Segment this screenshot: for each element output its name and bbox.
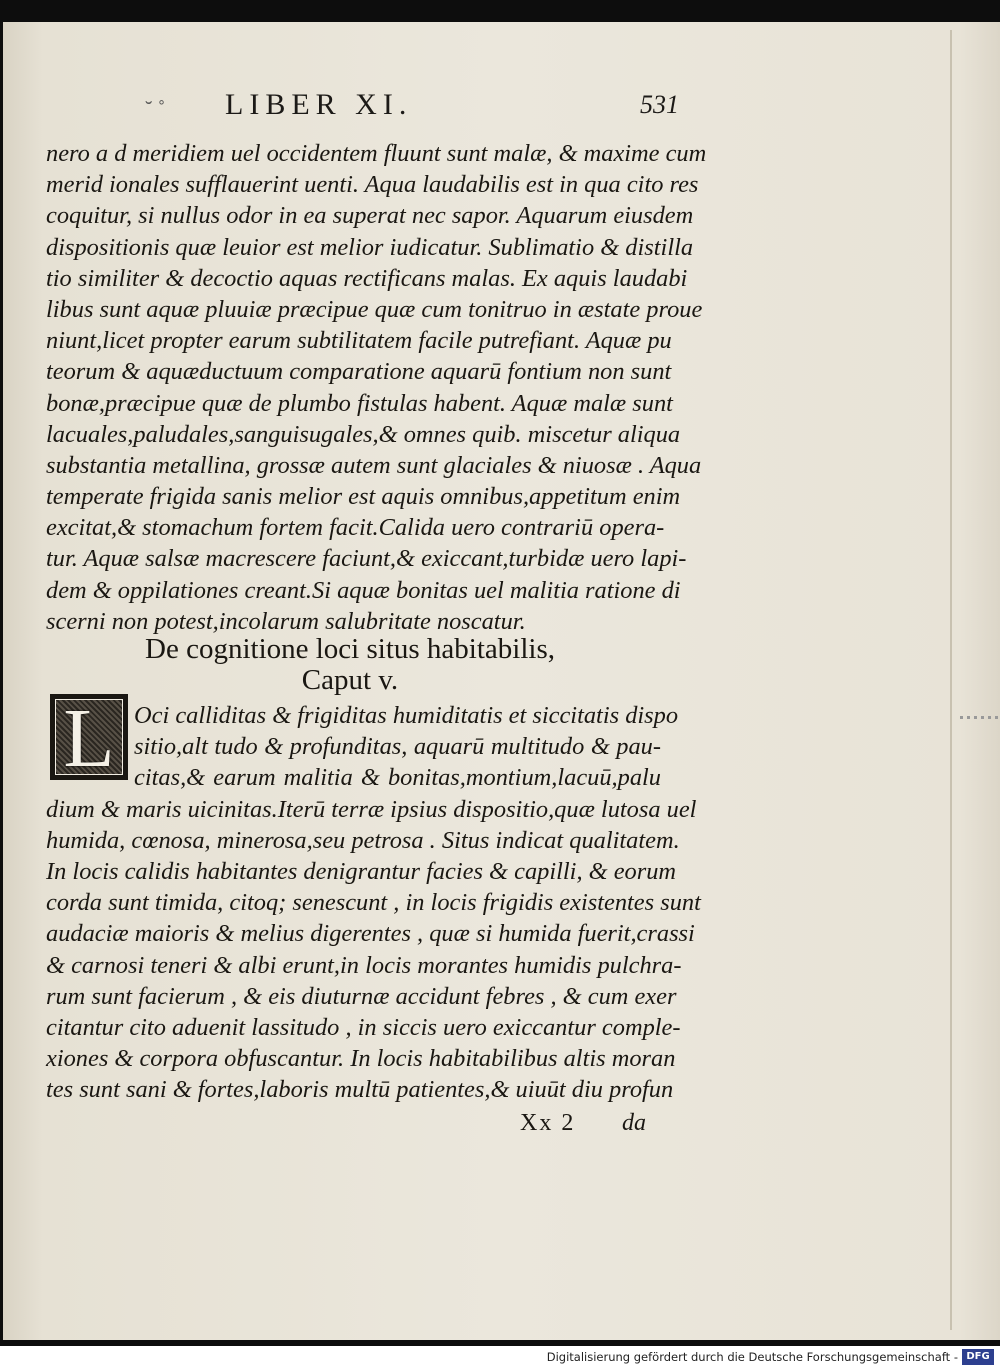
dfg-logo[interactable]: DFG [962,1349,994,1365]
crop-marker [960,716,1000,719]
text-line: xiones & corpora obfuscantur. In locis habitabilibus altis moran [46,1045,676,1073]
text-line: Oci calliditas & frigiditas humiditatis et siccitatis dispo [134,702,679,729]
text-line: bonæ,præcipue quæ de plumbo fistulas habent. Aquæ malæ sunt [46,389,673,417]
book-title: LIBER XI. [225,88,413,121]
page-edge [950,30,952,1330]
text-line: & carnosi teneri & albi erunt,in locis morantes humidis pulchra- [46,951,682,979]
text-line: humida, cœnosa, minerosa,seu petrosa . Situs indicat qualitatem. [46,826,680,854]
text-line: tes sunt sani & fortes,laboris multū patientes,& uiuūt diu profun [46,1076,674,1104]
chapter-text [46,700,701,1105]
initial-letter: L [63,692,115,785]
text-line: dem & oppilationes creant.Si aquæ bonitas uel malitia ratione di [46,576,681,604]
text-line-last: scerni non potest,incolarum salubritate noscatur. [46,607,526,635]
text-line: corda sunt timida, citoq; senescunt , in locis frigidis existentes sunt [46,889,701,917]
text-line: niunt,licet propter earum subtilitatem facile putrefiant. Aquæ pu [46,327,672,355]
text-line: rum sunt facierum , & eis diuturnæ accidunt febres , & cum exer [46,982,677,1010]
text-line: teorum & aquæductuum comparatione aquarū fontium non sunt [46,358,672,386]
text-line: lacuales,paludales,sanguisugales,& omnes quib. miscetur aliqua [46,420,681,448]
text-line: libus sunt aquæ pluuiæ præcipue quæ cum tonitruo in æstate proue [46,295,703,323]
text-line: citas,& earum malitia & bonitas,montium,lacuū,palu [134,764,661,792]
text-line: excitat,& stomachum fortem facit.Calida uero contrariū opera- [46,514,665,542]
text-line: citantur cito aduenit lassitudo , in siccis uero exiccantur comple- [46,1013,681,1041]
text-line: coquitur, si nullus odor in ea superat nec sapor. Aquarum eiusdem [46,202,694,230]
text-line: substantia metallina, grossæ autem sunt glaciales & niuosæ . Aqua [46,451,702,479]
text-line: dispositionis quæ leuior est melior iudicatur. Sublimatio & distilla [46,233,694,261]
text-line: sitio,alt tudo & profunditas, aquarū multitudo & pau- [134,733,661,761]
page-number: 531 [640,90,679,119]
text-line: dium & maris uicinitas.Iterū terræ ipsius dispositio,quæ lutosa uel [46,795,697,823]
signature-mark: Xx 2 [520,1110,576,1136]
text-line: tur. Aquæ salsæ macrescere faciunt,& exiccant,turbidæ uero lapi- [46,545,687,573]
text-line: merid ionales sufflauerint uenti. Aqua laudabilis est in qua cito res [46,171,699,199]
ornament: ˘ ˚ [145,96,166,121]
chapter-number: Caput v. [301,664,399,696]
text-line: nero a d meridiem uel occidentem fluunt sunt malæ, & maxime cum [46,140,707,167]
running-head [40,88,700,128]
text-line: audaciæ maioris & melius digerentes , quæ si humida fuerit,crassi [46,920,695,948]
text-line: In locis calidis habitantes denigrantur facies & capilli, & eorum [46,857,677,885]
text-line: tio similiter & decoctio aquas rectificans malas. Ex aquis laudabi [46,264,688,292]
viewer-footer [0,1346,1000,1369]
catchword: da [622,1110,646,1136]
funding-credit: Digitalisierung gefördert durch die Deutsche Forschungsgemeinschaft - [546,1350,958,1364]
body-text [46,138,707,637]
chapter-title: De cognitione loci situs habitabilis, [145,633,555,665]
text-line: temperate frigida sanis melior est aquis omnibus,appetitum enim [46,483,681,511]
